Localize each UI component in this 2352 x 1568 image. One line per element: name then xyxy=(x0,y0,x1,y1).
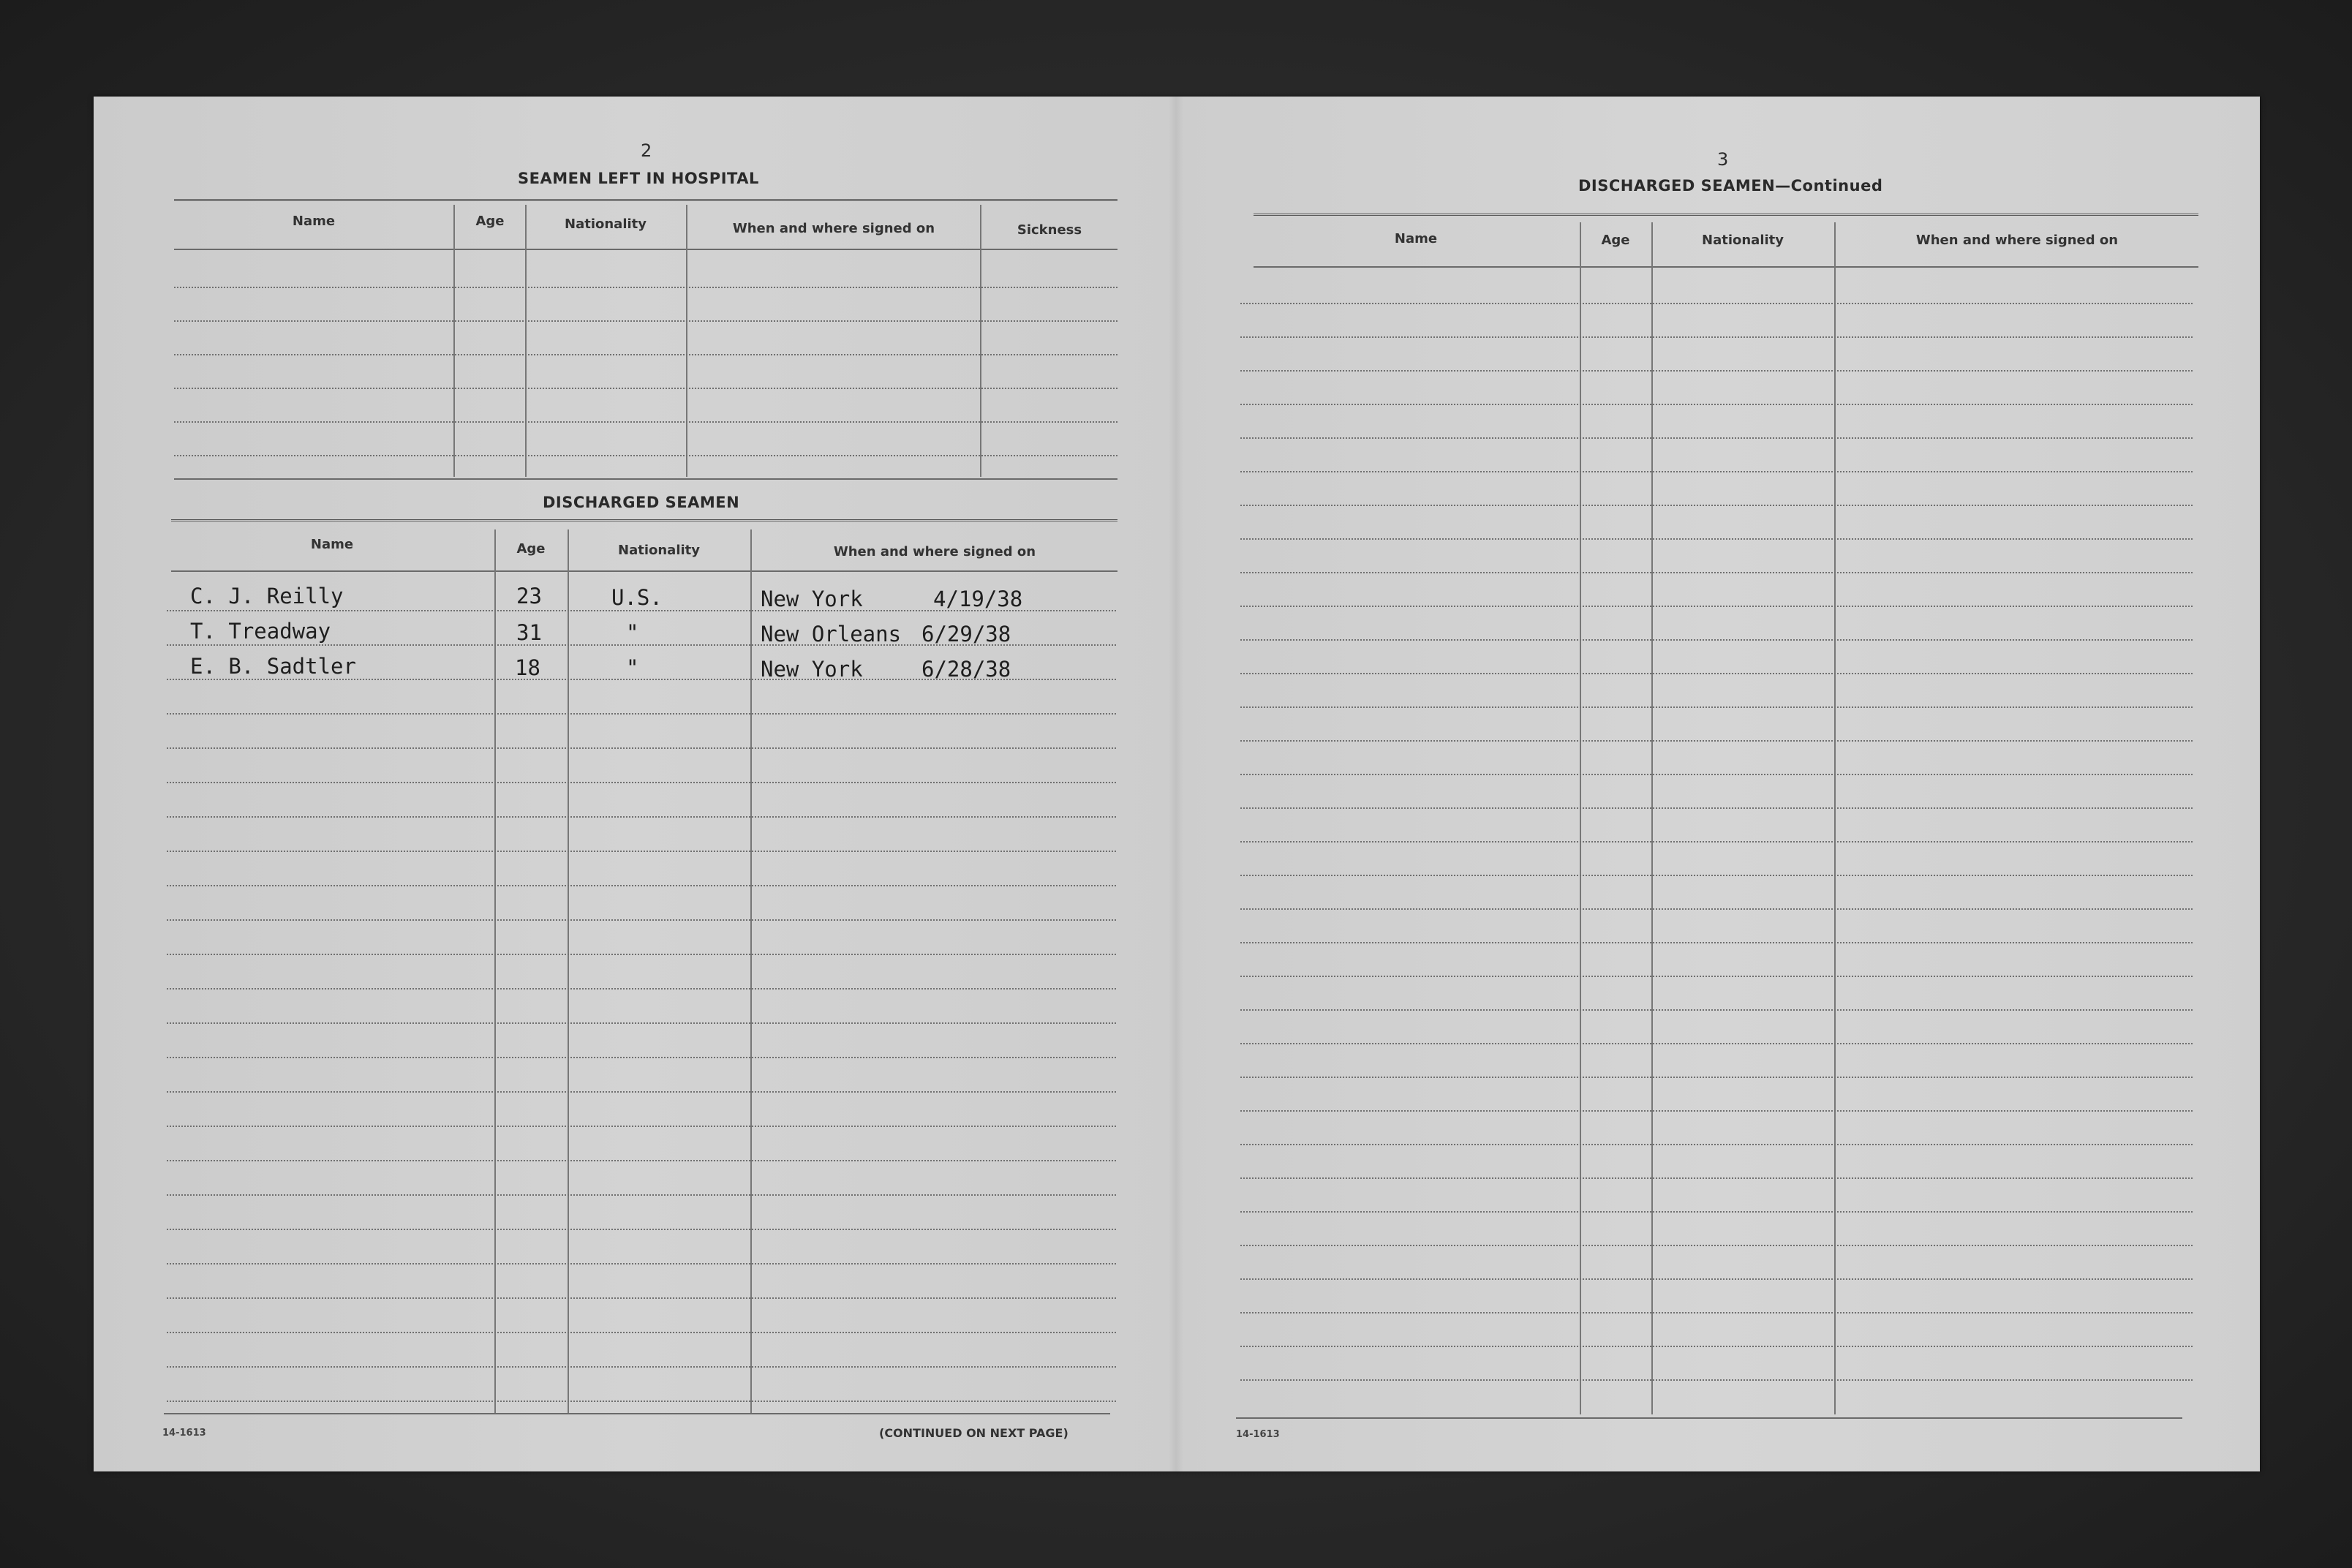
seaman-name: C. J. Reilly xyxy=(190,584,344,608)
seaman-name: T. Treadway xyxy=(190,619,331,644)
seaman-nationality: U.S. xyxy=(611,585,663,610)
right-table-top-rule xyxy=(1254,214,2198,218)
seaman-nationality: " xyxy=(626,620,639,645)
right-col-signed-on: When and where signed on xyxy=(1915,233,2119,248)
discharged-section-title: DISCHARGED SEAMEN xyxy=(543,494,740,511)
hospital-table-top-rule xyxy=(174,199,1117,203)
right-header-rule xyxy=(1254,266,2198,268)
hospital-col-name: Name xyxy=(292,214,336,229)
hospital-col-age: Age xyxy=(475,214,505,229)
hospital-col-signed-on: When and where signed on xyxy=(732,221,935,236)
hospital-ruled-lines xyxy=(174,287,1117,462)
hospital-header-rule xyxy=(174,249,1117,250)
right-col-name: Name xyxy=(1394,231,1438,246)
discharged-ruled-lines xyxy=(167,610,1116,1407)
right-page-number: 3 xyxy=(1717,149,1729,170)
right-table-bottom-rule xyxy=(1236,1417,2182,1419)
seaman-age: 23 xyxy=(516,584,542,608)
discharged-col-age: Age xyxy=(516,541,546,557)
left-form-number: 14-1613 xyxy=(162,1428,206,1439)
discharged-col-name: Name xyxy=(310,537,354,552)
signed-on-date: 4/19/38 xyxy=(933,587,1023,611)
document-sheet xyxy=(94,97,2260,1471)
seaman-name: E. B. Sadtler xyxy=(190,654,356,679)
signed-on-date: 6/29/38 xyxy=(921,622,1011,647)
left-page-number: 2 xyxy=(641,140,652,161)
page-fold xyxy=(1169,97,1183,1471)
continued-section-title: DISCHARGED SEAMEN—Continued xyxy=(1578,177,1883,195)
right-form-number: 14-1613 xyxy=(1236,1429,1280,1440)
seaman-age: 31 xyxy=(516,620,542,645)
discharged-header-rule xyxy=(171,570,1117,572)
discharged-col-nationality: Nationality xyxy=(618,543,700,558)
hospital-section-title: SEAMEN LEFT IN HOSPITAL xyxy=(518,170,759,187)
hospital-col-nationality: Nationality xyxy=(565,216,647,232)
signed-on-place: New York xyxy=(761,587,863,611)
signed-on-place: New York xyxy=(761,657,863,682)
signed-on-date: 6/28/38 xyxy=(921,657,1011,682)
right-col-nationality: Nationality xyxy=(1702,233,1784,248)
right-col-age: Age xyxy=(1601,233,1630,248)
seaman-nationality: " xyxy=(626,655,639,680)
continued-note: (CONTINUED ON NEXT PAGE) xyxy=(879,1426,1068,1440)
discharged-table-top-rule xyxy=(171,519,1117,524)
discharged-table-bottom-rule xyxy=(164,1413,1110,1414)
hospital-table-bottom-rule xyxy=(174,478,1117,480)
hospital-col-sickness: Sickness xyxy=(1017,222,1082,238)
discharged-col-signed-on: When and where signed on xyxy=(833,544,1036,559)
right-ruled-lines xyxy=(1240,303,2193,1407)
signed-on-place: New Orleans xyxy=(761,622,902,647)
seaman-age: 18 xyxy=(515,655,540,680)
